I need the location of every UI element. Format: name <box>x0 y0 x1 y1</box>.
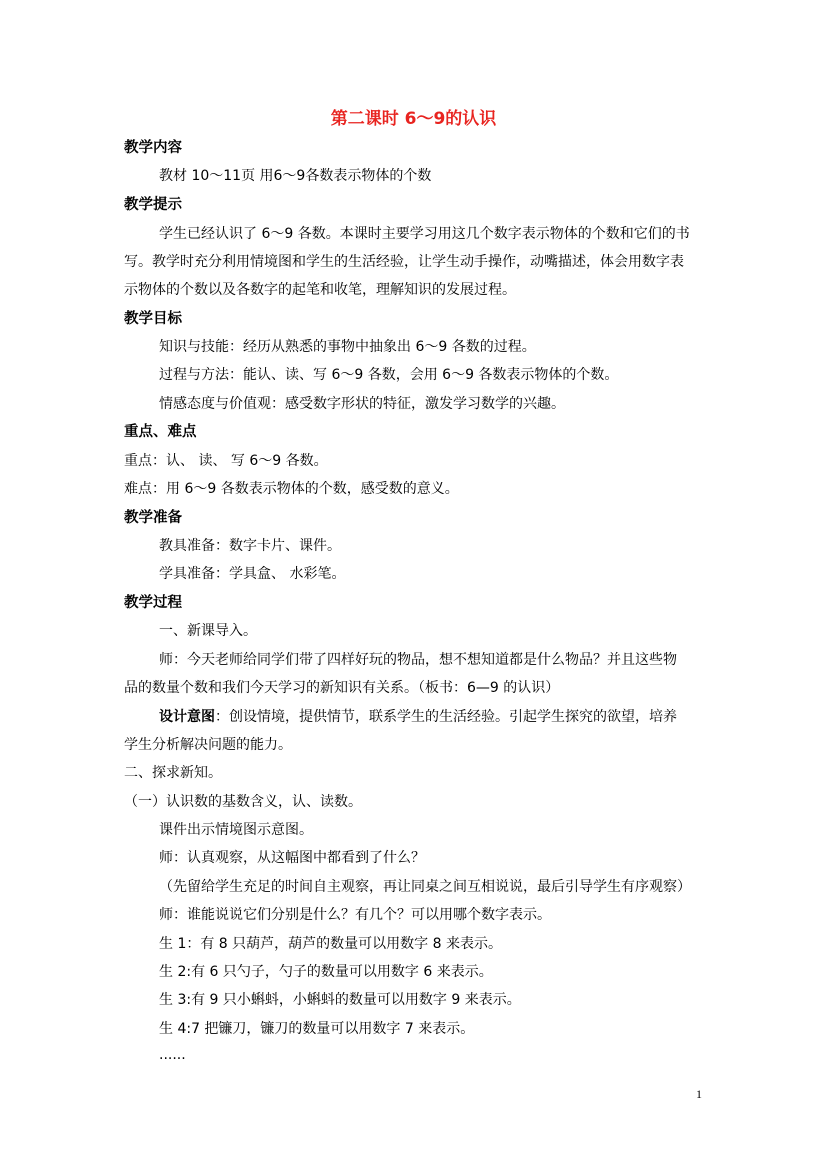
goal-line: 知识与技能：经历从熟悉的事物中抽象出 6～9 各数的过程。 <box>159 339 536 355</box>
dialogue-line: 生 3:有 9 只小蝌蚪，小蝌蚪的数量可以用数字 9 来表示。 <box>159 992 521 1008</box>
design-intent-line: 学生分析解决问题的能力。 <box>124 737 292 753</box>
goal-line: 情感态度与价值观：感受数字形状的特征，激发学习数学的兴趣。 <box>159 396 565 412</box>
process-line: 一、新课导入。 <box>159 623 257 639</box>
key-point-line: 重点：认、 读、 写 6～9 各数。 <box>124 453 328 469</box>
paragraph-line: 写。教学时充分利用情境图和学生的生活经验，让学生动手操作，动嘴描述，体会用数字表 <box>124 254 684 270</box>
heading-process: 教学过程 <box>124 595 182 611</box>
dialogue-line: 师：认真观察，从这幅图中都看到了什么？ <box>159 850 425 866</box>
heading-key-points: 重点、难点 <box>124 424 197 440</box>
dialogue-line: 生 2:有 6 只勺子，勺子的数量可以用数字 6 来表示。 <box>159 964 493 980</box>
preparation-line: 学具准备：学具盒、 水彩笔。 <box>159 566 346 582</box>
heading-content: 教学内容 <box>124 140 182 156</box>
ellipsis-line: ...... <box>159 1047 186 1063</box>
paragraph-line: 示物体的个数以及各数字的起笔和收笔，理解知识的发展过程。 <box>124 282 516 298</box>
dialogue-line: （先留给学生充足的时间自主观察，再让同桌之间互相说说，最后引导学生有序观察） <box>159 879 691 895</box>
preparation-line: 教具准备：数字卡片、课件。 <box>159 538 341 554</box>
textbook-pages: 教材 10～11页 用6～9各数表示物体的个数 <box>159 168 432 184</box>
section-heading: 二、探求新知。 <box>124 765 222 781</box>
heading-preparation: 教学准备 <box>124 510 182 526</box>
subsection-heading: （一）认识数的基数含义，认、读数。 <box>124 794 362 810</box>
paragraph-line: 学生已经认识了 6～9 各数。本课时主要学习用这几个数字表示物体的个数和它们的书 <box>159 226 690 242</box>
process-line: 课件出示情境图示意图。 <box>159 822 313 838</box>
page-number: 1 <box>696 1087 702 1101</box>
dialogue-line: 生 4:7 把镰刀，镰刀的数量可以用数字 7 来表示。 <box>159 1021 475 1037</box>
design-intent-text: ：创设情境，提供情节，联系学生的生活经验。引起学生探究的欲望，培养 <box>215 709 677 725</box>
difficulty-line: 难点：用 6～9 各数表示物体的个数，感受数的意义。 <box>124 481 459 497</box>
process-line: 品的数量个数和我们今天学习的新知识有关系。（板书：6—9 的认识） <box>124 680 560 696</box>
process-line: 师：今天老师给同学们带了四样好玩的物品，想不想知道都是什么物品？并且这些物 <box>159 652 677 668</box>
page-title: 第二课时 6～9的认识 <box>330 109 497 129</box>
dialogue-line: 师：谁能说说它们分别是什么？有几个？可以用哪个数字表示。 <box>159 907 551 923</box>
goal-line: 过程与方法：能认、读、写 6～9 各数，会用 6～9 各数表示物体的个数。 <box>159 367 619 383</box>
design-intent-line <box>159 708 677 726</box>
dialogue-line: 生 1：有 8 只葫芦，葫芦的数量可以用数字 8 来表示。 <box>159 936 502 952</box>
heading-hint: 教学提示 <box>124 197 182 213</box>
heading-goals: 教学目标 <box>124 311 182 327</box>
design-intent-label: 设计意图 <box>159 709 215 725</box>
